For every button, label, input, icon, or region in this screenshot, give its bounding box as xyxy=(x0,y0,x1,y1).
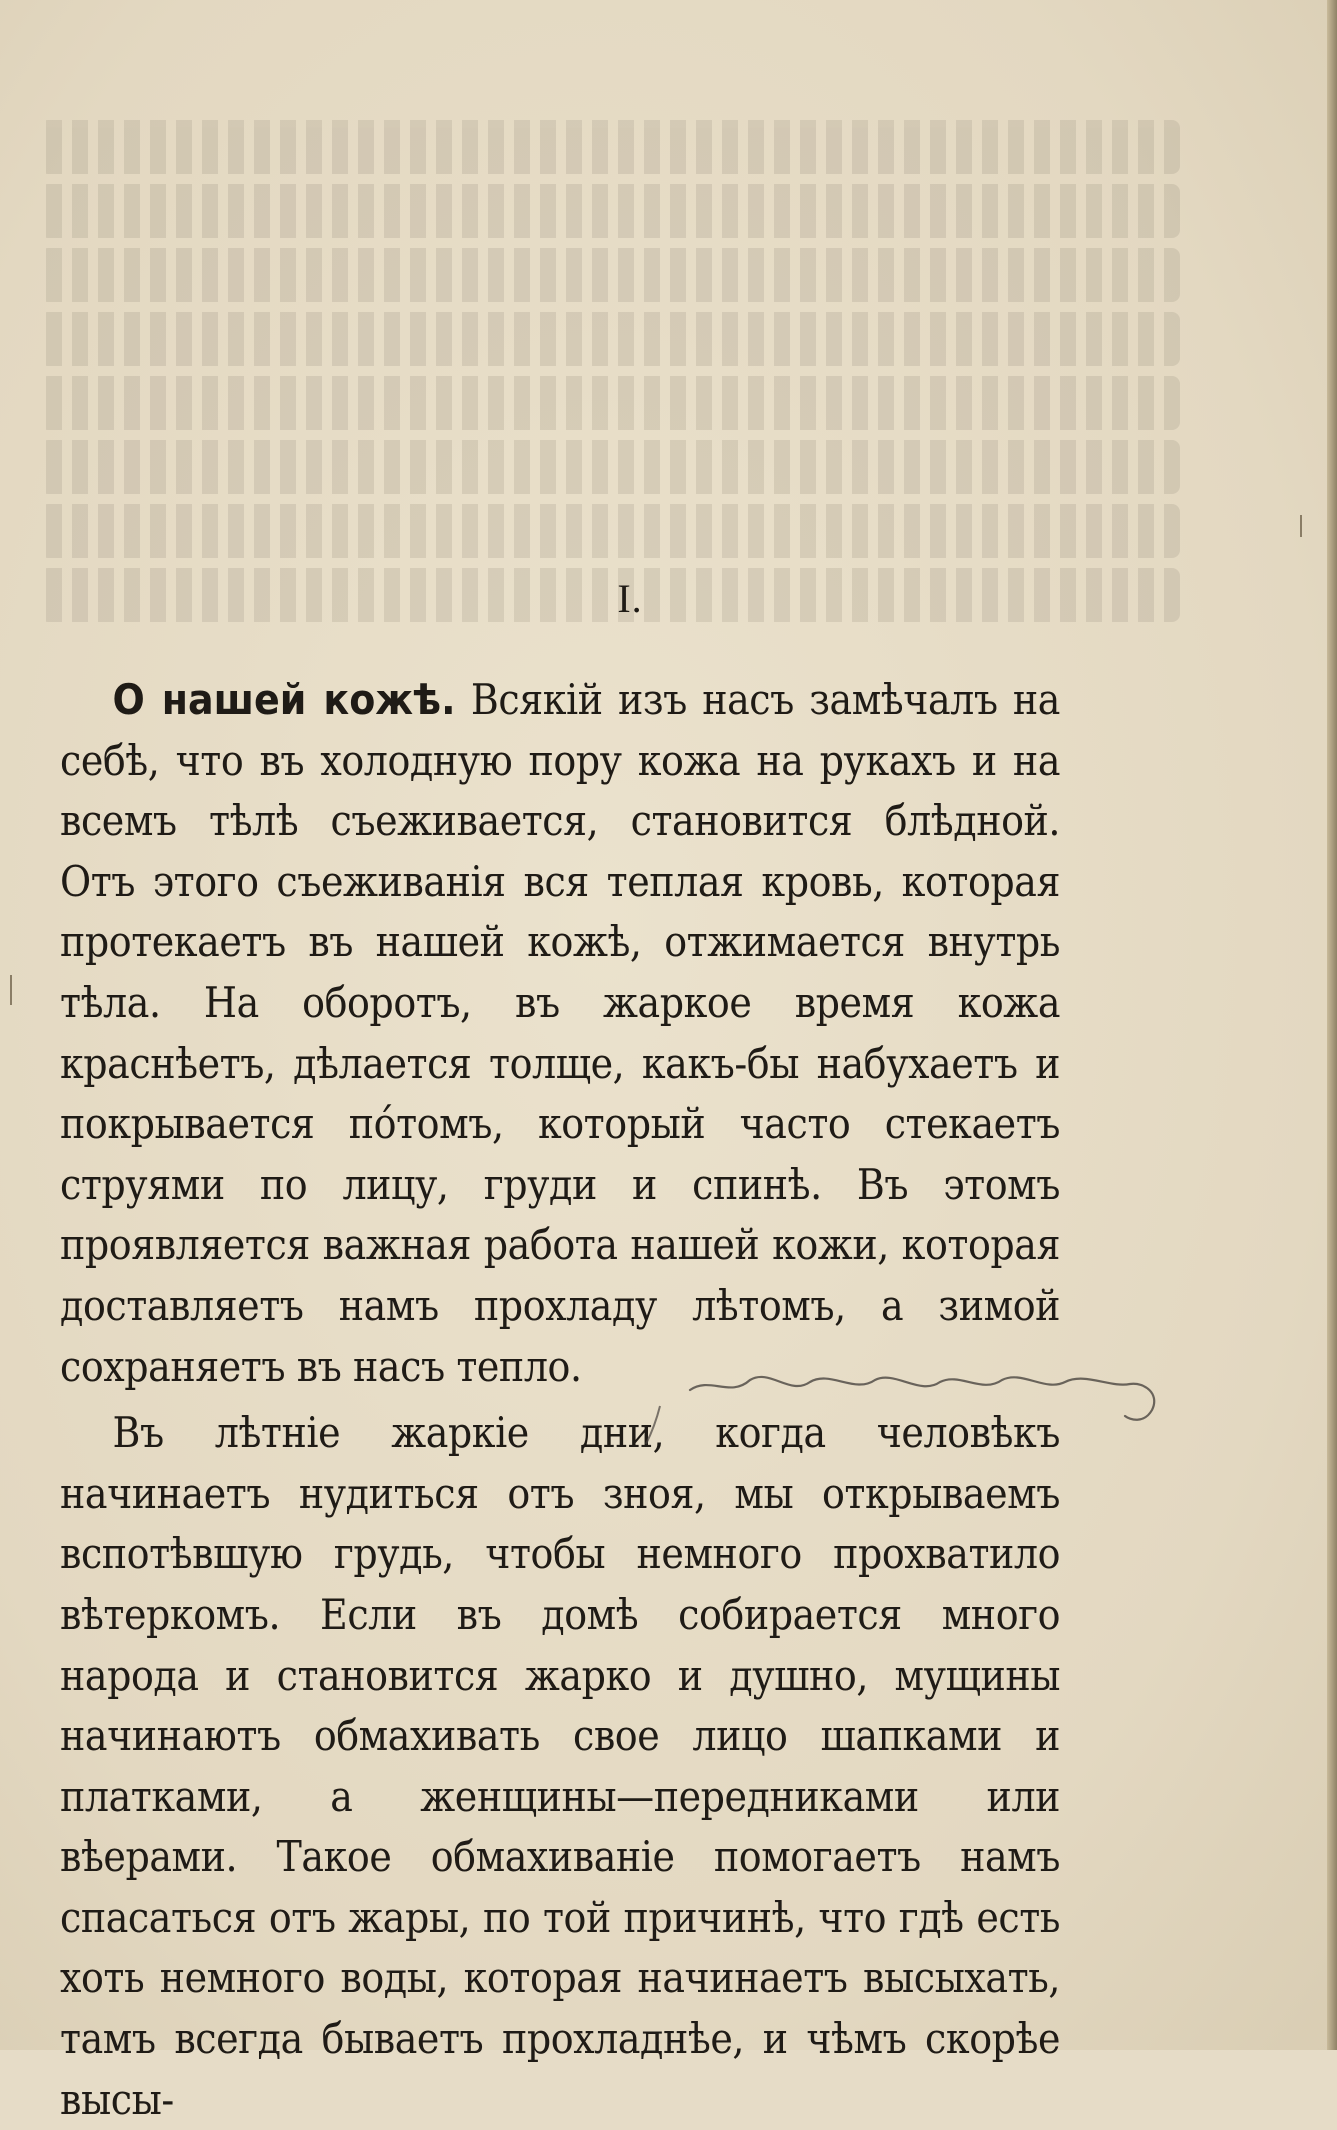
section-heading: О нашей кожѣ. xyxy=(112,675,456,724)
pencil-scribble xyxy=(620,1358,1180,1448)
margin-mark-left xyxy=(10,975,12,1005)
margin-mark xyxy=(1300,515,1302,537)
chapter-number: I. xyxy=(617,576,643,621)
paragraph-1-text: Всякій изъ насъ замѣчалъ на себѣ, что въ холодную пору кожа на рукахъ и на всемъ тѣлѣ съеживается, становится блѣдной. Отъ этого съеживанія вся теплая кровь, которая протекаетъ въ нашей кожѣ, отжимается внутрь тѣла. На оборотъ, въ жаркое время кожа краснѣетъ, дѣлается толще, какъ-бы набухаетъ и покрывается по́томъ, который часто стекаетъ струями по лицу, груди и спинѣ. Въ этомъ проявляется важная работа нашей кожи, которая доставляетъ намъ прохладу лѣтомъ, а зимой сохраняетъ въ насъ тепло. xyxy=(60,675,1061,1391)
paragraph-1 xyxy=(60,670,1060,1397)
paragraph-2: Въ лѣтніе жаркіе дни, когда человѣкъ начинаетъ нудиться отъ зноя, мы открываемъ вспотѣвшую грудь, чтобы немного прохватило вѣтеркомъ. Если въ домѣ собирается много народа и становится жарко и душно, мущины начинаютъ обмахивать свое лицо шапками и платками, а женщины—передниками или вѣерами. Такое обмахиваніе помогаетъ намъ спасаться отъ жары, по той причинѣ, что гдѣ есть хоть немного воды, которая начинаетъ высыхать, тамъ всегда бываетъ прохладнѣе, и чѣмъ скорѣе высы- xyxy=(60,1408,1061,2124)
